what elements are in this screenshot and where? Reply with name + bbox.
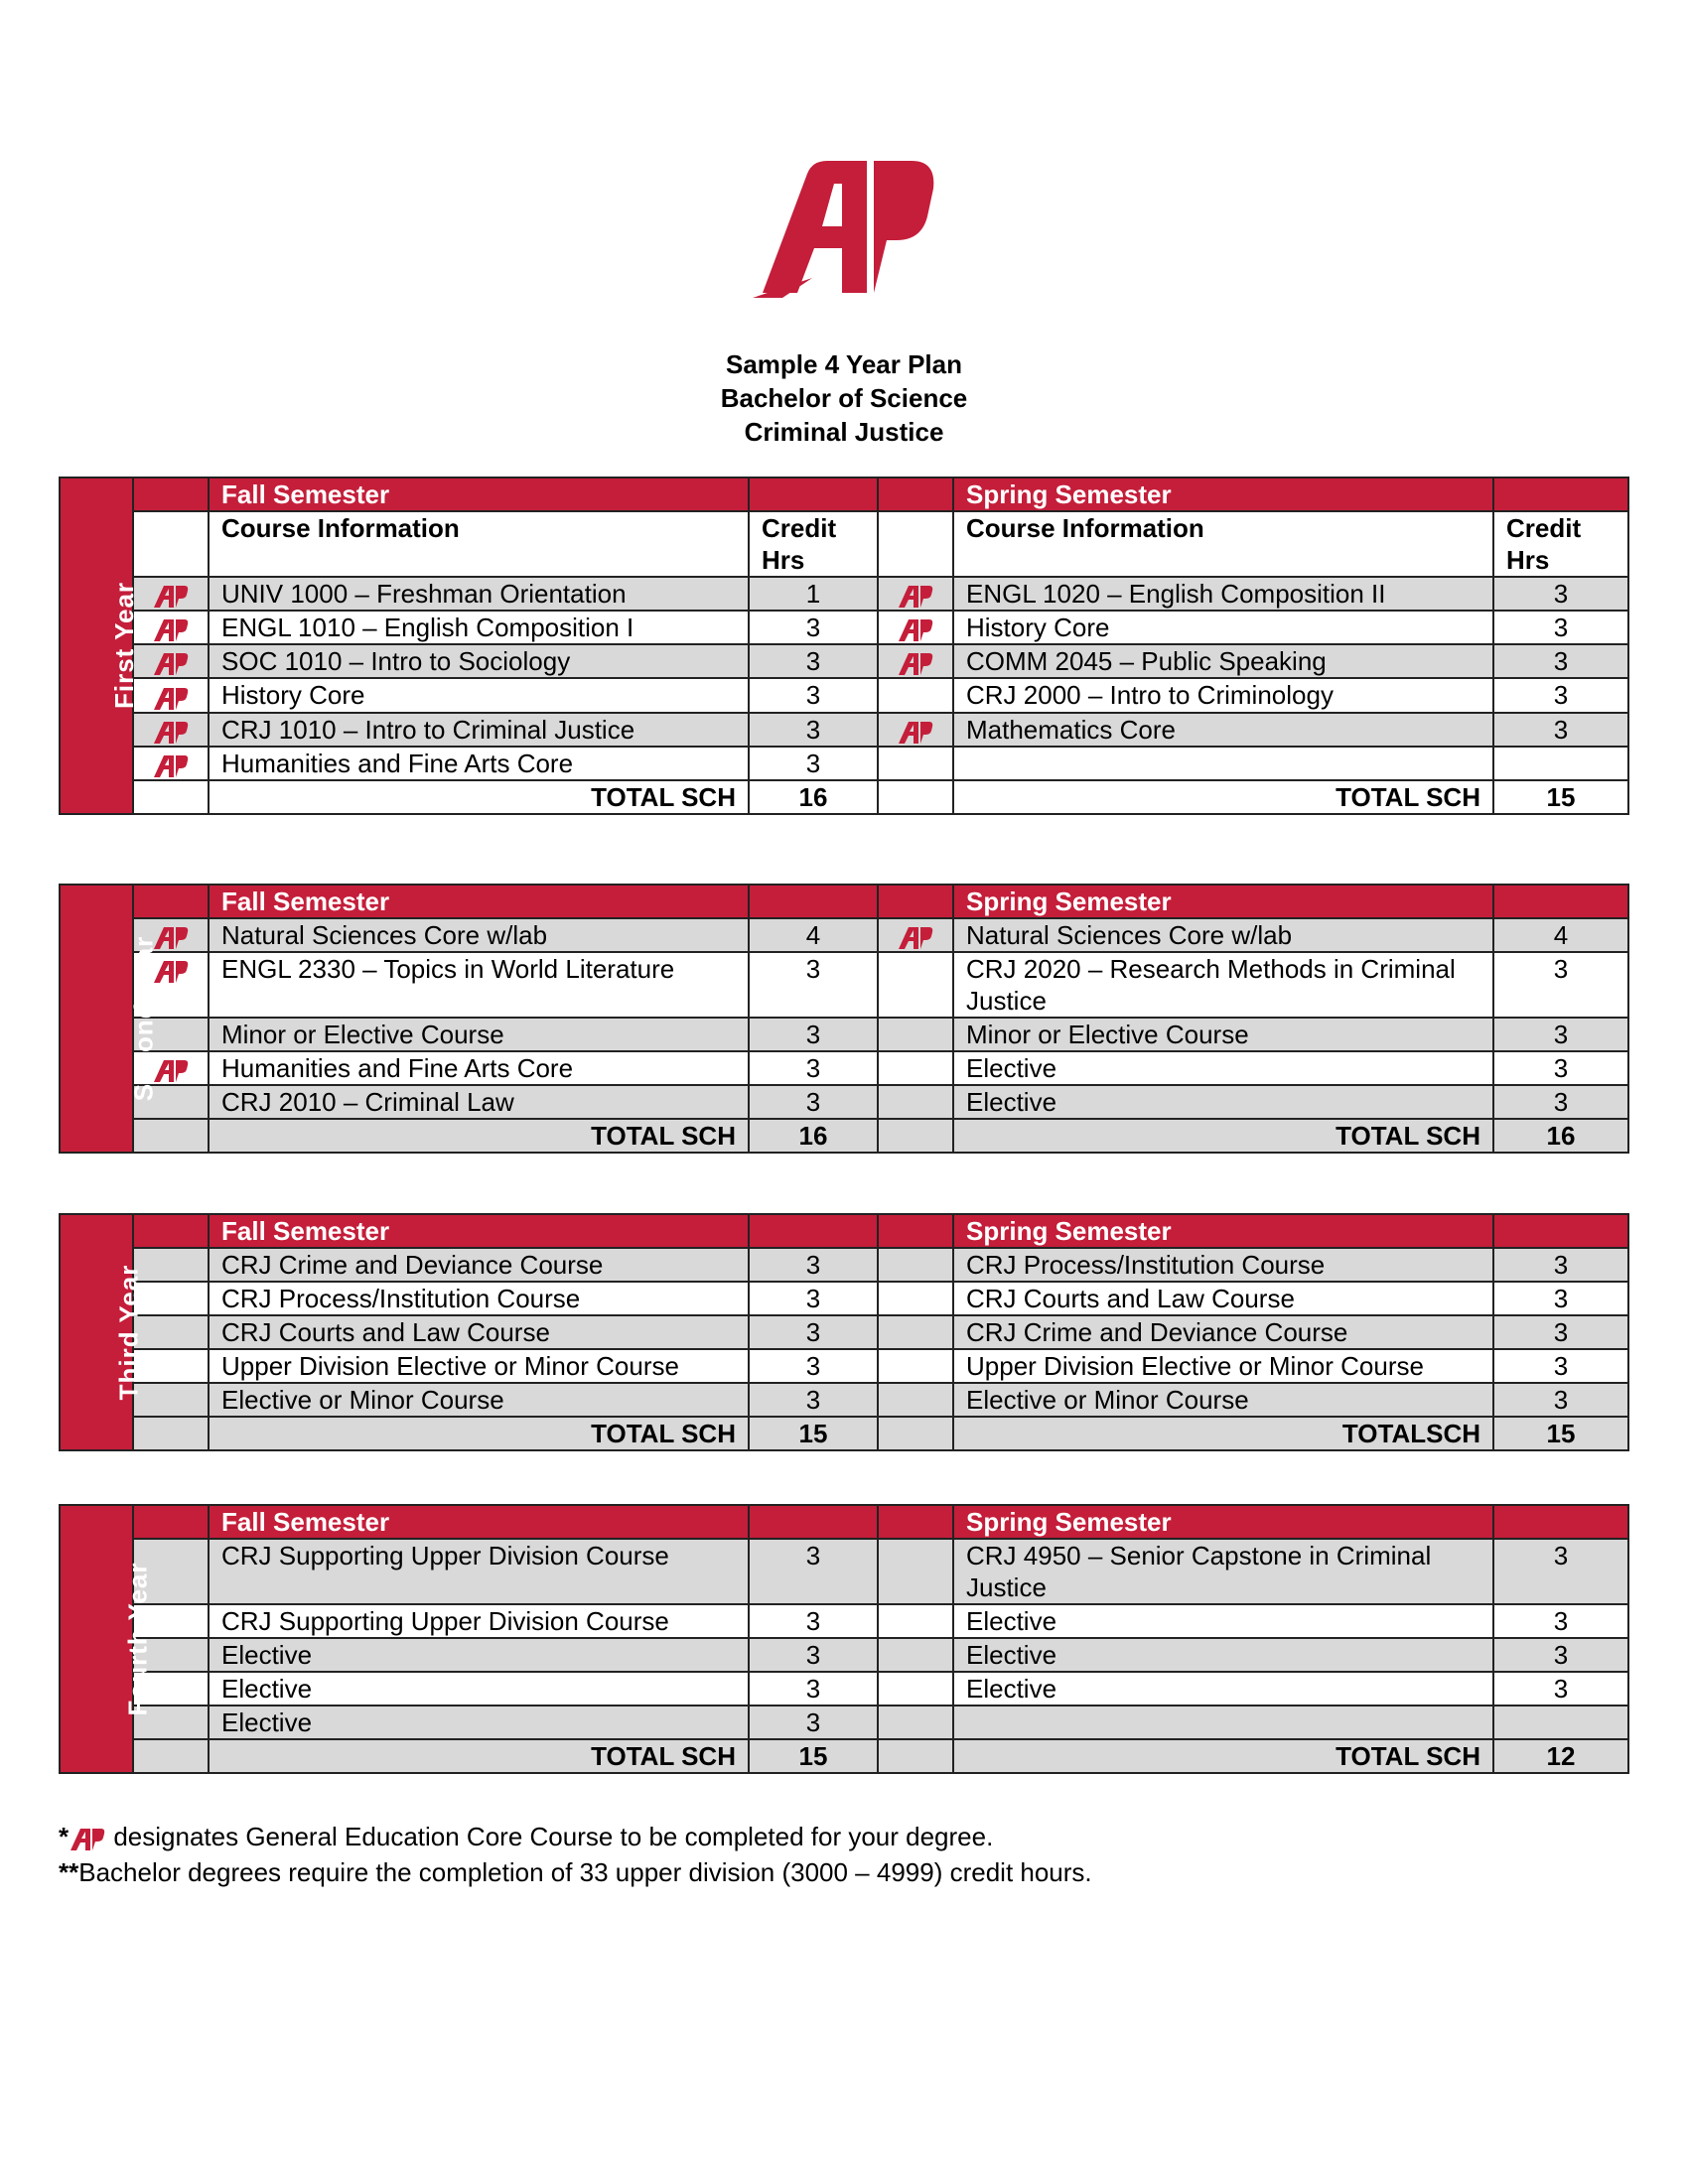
year-table: [59, 884, 1629, 1154]
spring-credit: 3: [1493, 1672, 1628, 1706]
spring-course: Elective: [953, 1672, 1493, 1706]
table-row: [60, 1349, 1628, 1383]
spring-credit: 3: [1493, 611, 1628, 644]
footnote-upper-division: **Bachelor degrees require the completion of 33 upper division (3000 – 4999) credit hours.: [59, 1857, 1092, 1887]
year-table: [59, 1504, 1629, 1774]
table-row: [60, 1018, 1628, 1051]
spring-credit: 3: [1493, 1282, 1628, 1315]
fall-total: 15: [749, 1417, 878, 1450]
table-row: [60, 1638, 1628, 1672]
spring-course: Elective: [953, 1638, 1493, 1672]
fall-credit: 3: [749, 611, 878, 644]
spring-credit: [1493, 747, 1628, 780]
fall-course: CRJ Supporting Upper Division Course: [209, 1539, 749, 1604]
year-table: [59, 477, 1629, 815]
spring-total-label: TOTAL SCH: [953, 780, 1493, 814]
credit-hrs-header: Credit Hrs: [1493, 511, 1628, 577]
spring-course: CRJ Crime and Deviance Course: [953, 1315, 1493, 1349]
fall-credit: 3: [749, 1706, 878, 1739]
spring-course: Elective: [953, 1051, 1493, 1085]
table-row: [60, 577, 1628, 611]
document-titles: [0, 347, 1688, 449]
spring-total-label: TOTAL SCH: [953, 1119, 1493, 1153]
spring-course: CRJ Process/Institution Course: [953, 1248, 1493, 1282]
spring-course: Elective or Minor Course: [953, 1383, 1493, 1417]
spring-total-label: TOTAL SCH: [953, 1739, 1493, 1773]
fall-course: CRJ Crime and Deviance Course: [209, 1248, 749, 1282]
spring-credit: 3: [1493, 1315, 1628, 1349]
fall-credit: 3: [749, 1672, 878, 1706]
table-row: [60, 611, 1628, 644]
fall-course: CRJ 2010 – Criminal Law: [209, 1085, 749, 1119]
fall-credit: 3: [749, 1315, 878, 1349]
ap-core-icon: [152, 718, 190, 746]
title-line-1: Sample 4 Year Plan: [726, 349, 962, 379]
spring-course: History Core: [953, 611, 1493, 644]
table-row: [60, 678, 1628, 712]
spring-credit: [1493, 1706, 1628, 1739]
ap-core-icon: [897, 615, 934, 643]
total-row: [60, 1417, 1628, 1450]
title-line-3: Criminal Justice: [744, 417, 944, 447]
footnotes: [59, 1819, 1092, 1890]
spring-credit: 3: [1493, 1349, 1628, 1383]
fall-credit: 3: [749, 1282, 878, 1315]
fall-course: CRJ Supporting Upper Division Course: [209, 1604, 749, 1638]
spring-semester-header: Spring Semester: [953, 1505, 1493, 1539]
total-row: [60, 1119, 1628, 1153]
table-row: [60, 747, 1628, 780]
fall-course: ENGL 1010 – English Composition I: [209, 611, 749, 644]
fall-semester-header: Fall Semester: [209, 478, 749, 511]
table-row: [60, 1051, 1628, 1085]
fall-credit: 3: [749, 1349, 878, 1383]
spring-course: CRJ 4950 – Senior Capstone in Criminal Justice: [953, 1539, 1493, 1604]
fall-total-label: TOTAL SCH: [209, 780, 749, 814]
year-label: Third Year: [60, 1214, 133, 1450]
spring-credit: 3: [1493, 1604, 1628, 1638]
fall-credit: 3: [749, 1085, 878, 1119]
fall-course: CRJ Process/Institution Course: [209, 1282, 749, 1315]
ap-core-icon: [897, 718, 934, 746]
spring-course: Elective: [953, 1604, 1493, 1638]
table-row: [60, 1604, 1628, 1638]
fall-course: UNIV 1000 – Freshman Orientation: [209, 577, 749, 611]
spring-semester-header: Spring Semester: [953, 885, 1493, 918]
spring-course: CRJ 2000 – Intro to Criminology: [953, 678, 1493, 712]
fall-course: Elective: [209, 1706, 749, 1739]
spring-total: 15: [1493, 780, 1628, 814]
fall-total: 16: [749, 1119, 878, 1153]
spring-total: 12: [1493, 1739, 1628, 1773]
table-row: [60, 1706, 1628, 1739]
spring-credit: 3: [1493, 1539, 1628, 1604]
ap-core-icon: [152, 615, 190, 643]
table-row: [60, 1672, 1628, 1706]
footnote-core: * designates General Education Core Course to be completed for your degree.: [59, 1822, 994, 1851]
fall-total: 15: [749, 1739, 878, 1773]
table-row: [60, 1383, 1628, 1417]
total-row: [60, 1739, 1628, 1773]
spring-course: CRJ Courts and Law Course: [953, 1282, 1493, 1315]
year-label: Second Year: [60, 885, 133, 1153]
fall-course: CRJ 1010 – Intro to Criminal Justice: [209, 713, 749, 747]
spring-credit: 3: [1493, 952, 1628, 1018]
spring-course: Elective: [953, 1085, 1493, 1119]
table-row: [60, 644, 1628, 678]
spring-course: Natural Sciences Core w/lab: [953, 918, 1493, 952]
fall-semester-header: Fall Semester: [209, 1505, 749, 1539]
course-info-header: Course Information: [209, 511, 749, 577]
spring-course: Minor or Elective Course: [953, 1018, 1493, 1051]
fall-credit: 3: [749, 644, 878, 678]
spring-semester-header: Spring Semester: [953, 478, 1493, 511]
table-row: [60, 1248, 1628, 1282]
spring-course: Upper Division Elective or Minor Course: [953, 1349, 1493, 1383]
fall-total-label: TOTAL SCH: [209, 1119, 749, 1153]
fall-credit: 3: [749, 1604, 878, 1638]
ap-logo: [753, 149, 941, 308]
ap-core-icon: [152, 582, 190, 610]
course-info-header: Course Information: [953, 511, 1493, 577]
spring-credit: 3: [1493, 678, 1628, 712]
ap-core-icon: [152, 684, 190, 712]
ap-core-icon: [69, 1825, 106, 1852]
fall-course: Natural Sciences Core w/lab: [209, 918, 749, 952]
table-row: [60, 1315, 1628, 1349]
fall-course: ENGL 2330 – Topics in World Literature: [209, 952, 749, 1018]
ap-core-icon: [897, 923, 934, 951]
fall-course: SOC 1010 – Intro to Sociology: [209, 644, 749, 678]
fall-course: History Core: [209, 678, 749, 712]
fall-credit: 3: [749, 1539, 878, 1604]
fall-credit: 3: [749, 1051, 878, 1085]
spring-credit: 3: [1493, 713, 1628, 747]
spring-credit: 3: [1493, 1051, 1628, 1085]
fall-course: Upper Division Elective or Minor Course: [209, 1349, 749, 1383]
spring-course: Mathematics Core: [953, 713, 1493, 747]
spring-credit: 3: [1493, 577, 1628, 611]
table-row: [60, 952, 1628, 1018]
fall-credit: 1: [749, 577, 878, 611]
fall-credit: 3: [749, 747, 878, 780]
spring-course: COMM 2045 – Public Speaking: [953, 644, 1493, 678]
fall-credit: 3: [749, 1383, 878, 1417]
spring-credit: 3: [1493, 1085, 1628, 1119]
ap-core-icon: [897, 649, 934, 677]
ap-core-icon: [897, 582, 934, 610]
spring-course: ENGL 1020 – English Composition II: [953, 577, 1493, 611]
spring-credit: 3: [1493, 1638, 1628, 1672]
spring-credit: 4: [1493, 918, 1628, 952]
fall-course: Elective: [209, 1638, 749, 1672]
spring-course: [953, 747, 1493, 780]
year-table: [59, 1213, 1629, 1451]
year-label: First Year: [60, 478, 133, 814]
table-row: [60, 1085, 1628, 1119]
fall-course: Minor or Elective Course: [209, 1018, 749, 1051]
spring-credit: 3: [1493, 1248, 1628, 1282]
credit-hrs-header: Credit Hrs: [749, 511, 878, 577]
spring-credit: 3: [1493, 1018, 1628, 1051]
fall-credit: 3: [749, 713, 878, 747]
total-row: [60, 780, 1628, 814]
fall-total-label: TOTAL SCH: [209, 1417, 749, 1450]
fall-course: Elective or Minor Course: [209, 1383, 749, 1417]
spring-total: 15: [1493, 1417, 1628, 1450]
ap-core-icon: [152, 751, 190, 779]
spring-credit: 3: [1493, 1383, 1628, 1417]
fall-credit: 3: [749, 678, 878, 712]
fall-credit: 3: [749, 1018, 878, 1051]
spring-credit: 3: [1493, 644, 1628, 678]
fall-semester-header: Fall Semester: [209, 1214, 749, 1248]
spring-semester-header: Spring Semester: [953, 1214, 1493, 1248]
spring-course: CRJ 2020 – Research Methods in Criminal Justice: [953, 952, 1493, 1018]
fall-credit: 3: [749, 1638, 878, 1672]
table-row: [60, 1282, 1628, 1315]
spring-total-label: TOTALSCH: [953, 1417, 1493, 1450]
fall-credit: 3: [749, 952, 878, 1018]
fall-course: Humanities and Fine Arts Core: [209, 747, 749, 780]
fall-course: CRJ Courts and Law Course: [209, 1315, 749, 1349]
spring-total: 16: [1493, 1119, 1628, 1153]
fall-total: 16: [749, 780, 878, 814]
table-row: [60, 1539, 1628, 1604]
fall-credit: 4: [749, 918, 878, 952]
ap-core-icon: [152, 649, 190, 677]
table-row: [60, 713, 1628, 747]
table-row: [60, 918, 1628, 952]
fall-course: Humanities and Fine Arts Core: [209, 1051, 749, 1085]
year-label: Fourth Year: [60, 1505, 133, 1773]
spring-course: [953, 1706, 1493, 1739]
fall-semester-header: Fall Semester: [209, 885, 749, 918]
fall-total-label: TOTAL SCH: [209, 1739, 749, 1773]
fall-course: Elective: [209, 1672, 749, 1706]
title-line-2: Bachelor of Science: [720, 383, 968, 413]
fall-credit: 3: [749, 1248, 878, 1282]
